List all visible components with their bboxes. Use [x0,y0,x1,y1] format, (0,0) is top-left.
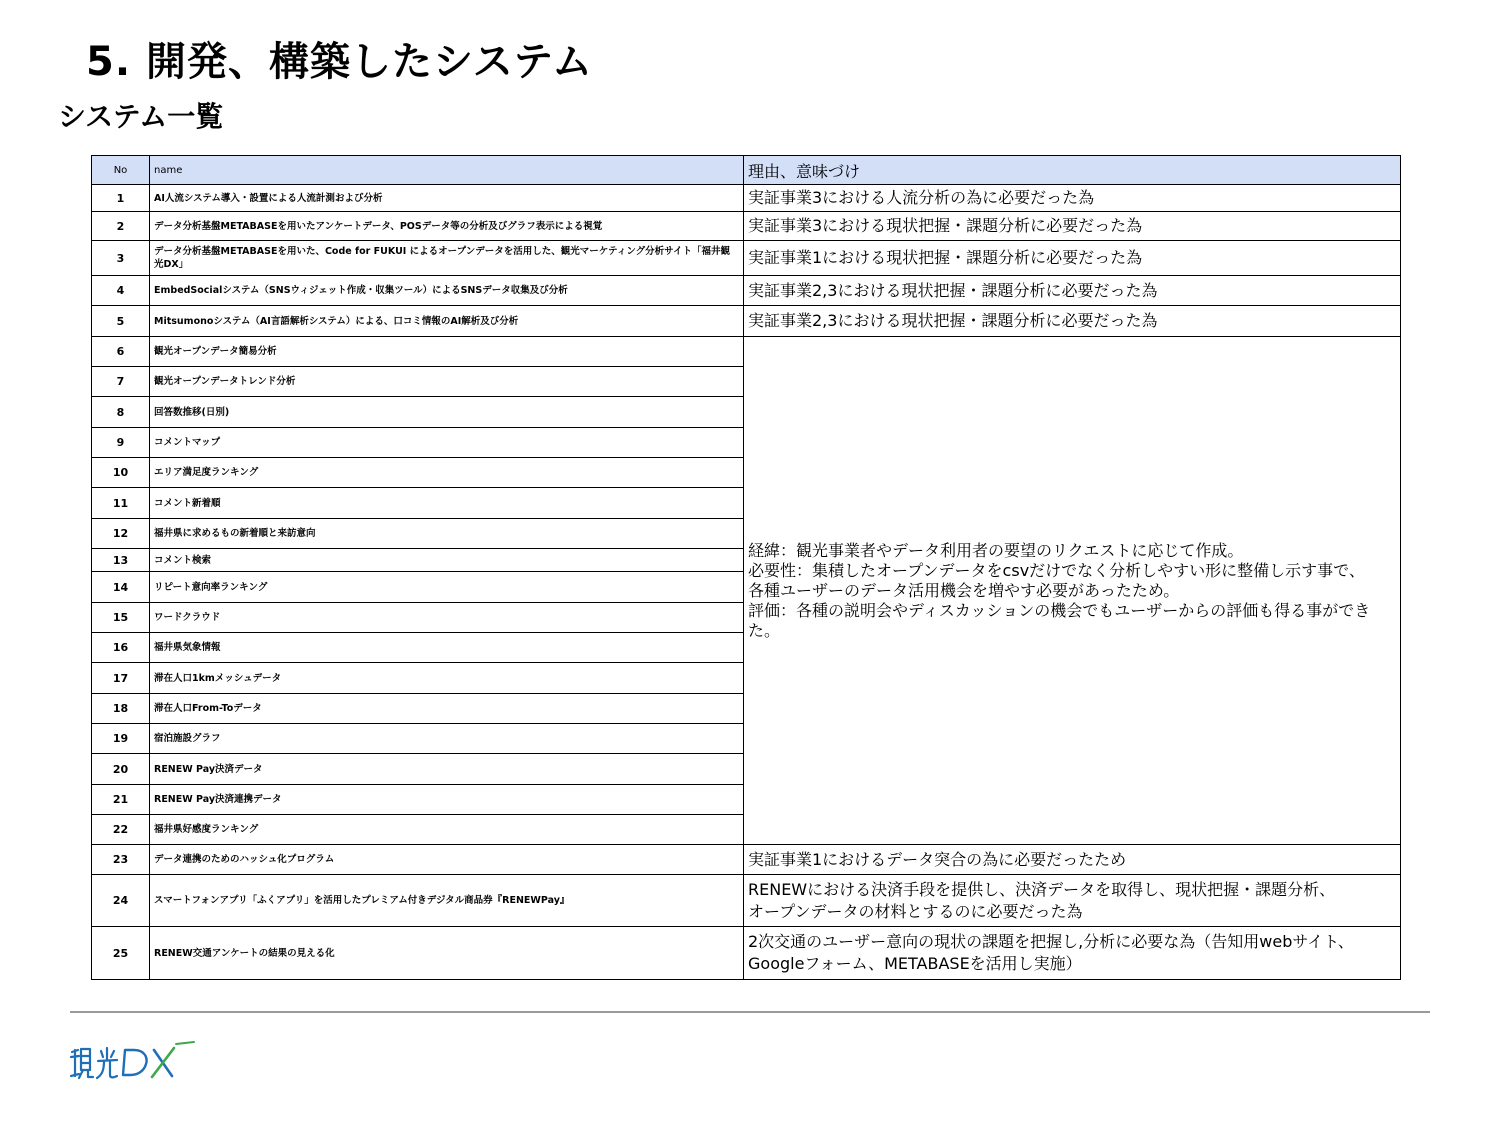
row-name: 福井県に求めるもの新着順と来訪意向 [150,519,744,549]
table-row [92,212,1401,241]
row-no: 1 [92,185,150,212]
row-no: 22 [92,815,150,845]
header-reason: 理由、意味づけ [744,156,1401,185]
row-no: 4 [92,276,150,306]
row-name: コメント検索 [150,549,744,572]
row-name: 福井県気象情報 [150,633,744,663]
row-name: ワードクラウド [150,603,744,633]
row-no: 16 [92,633,150,663]
row-name: AI人流システム導入・設置による人流計測および分析 [150,185,744,212]
row-no: 13 [92,549,150,572]
row-no: 18 [92,694,150,724]
row-reason-line: オープンデータの材料とするのに必要だった為 [748,901,1083,921]
row-name: エリア満足度ランキング [150,458,744,488]
table-row [92,241,1401,276]
row-reason: 実証事業1におけるデータ突合の為に必要だったため [744,845,1401,875]
row-name: データ連携のためのハッシュ化プログラム [150,845,744,875]
row-no: 9 [92,428,150,458]
table-row [92,845,1401,875]
merged-reason-line: 各種ユーザーのデータ活用機会を増やす必要があったため。 [748,580,1180,600]
row-reason: 実証事業2,3における現状把握・課題分析に必要だった為 [744,306,1401,337]
row-name: 滞在人口1kmメッシュデータ [150,663,744,694]
row-reason: 実証事業1における現状把握・課題分析に必要だった為 [744,241,1401,276]
row-no: 7 [92,367,150,397]
row-no: 6 [92,337,150,367]
row-no: 23 [92,845,150,875]
row-reason-line: RENEWにおける決済手段を提供し、決済データを取得し、現状把握・課題分析、 [748,879,1336,899]
row-name: EmbedSocialシステム（SNSウィジェット作成・収集ツール）によるSNSデータ収集及び分析 [150,276,744,306]
row-name: 観光オープンデータトレンド分析 [150,367,744,397]
row-reason [744,927,1401,980]
row-reason-line: 2次交通のユーザー意向の現状の課題を把握し,分析に必要な為（告知用webサイト、 [748,932,1354,951]
row-name: 宿泊施設グラフ [150,724,744,754]
merged-reason-line: 評価：各種の説明会やディスカッションの機会でもユーザーからの評価も得る事ができた。 [748,600,1371,640]
row-name: RENEW交通アンケートの結果の見える化 [150,927,744,980]
row-no: 12 [92,519,150,549]
row-no: 2 [92,212,150,241]
row-name: 福井県好感度ランキング [150,815,744,845]
merged-reason-cell [744,337,1401,845]
row-name: RENEW Pay決済データ [150,754,744,785]
row-reason: 実証事業3における現状把握・課題分析に必要だった為 [744,212,1401,241]
row-name: 回答数推移(日別) [150,397,744,428]
row-no: 25 [92,927,150,980]
page-title: 5. 開発、構築したシステム [86,39,593,85]
table-row [92,185,1401,212]
row-reason: 実証事業2,3における現状把握・課題分析に必要だった為 [744,276,1401,306]
row-name: Mitsumonoシステム（AI言語解析システム）による、口コミ情報のAI解析及び分析 [150,306,744,337]
row-name: リピート意向率ランキング [150,572,744,603]
row-no: 20 [92,754,150,785]
merged-reason-line: 経緯：観光事業者やデータ利用者の要望のリクエストに応じて作成。 [748,540,1244,560]
table-row [92,875,1401,927]
row-no: 5 [92,306,150,337]
table-row [92,306,1401,337]
table-row [92,276,1401,306]
footer-divider [70,1011,1430,1013]
merged-reason-line: 必要性：集積したオープンデータをcsvだけでなく分析しやすい形に整備し示す事で、 [748,560,1365,580]
row-name: 滞在人口From-Toデータ [150,694,744,724]
section-subtitle: システム一覧 [58,100,224,133]
header-no: No [92,156,150,185]
row-reason [744,875,1401,927]
row-no: 8 [92,397,150,428]
row-no: 19 [92,724,150,754]
row-name: RENEW Pay決済連携データ [150,785,744,815]
row-no: 11 [92,488,150,519]
kanko-dx-logo [68,1040,198,1084]
row-name: データ分析基盤METABASEを用いたアンケートデータ、POSデータ等の分析及びグラフ表示による視覚 [150,212,744,241]
row-name: コメントマップ [150,428,744,458]
row-reason-line: Googleフォーム、METABASEを活用し実施） [748,954,1082,973]
row-no: 21 [92,785,150,815]
header-name: name [150,156,744,185]
row-name: コメント新着順 [150,488,744,519]
row-name: スマートフォンアプリ「ふくアプリ」を活用したプレミアム付きデジタル商品券『RENEWPay』 [150,875,744,927]
row-name: 観光オープンデータ簡易分析 [150,337,744,367]
row-no: 14 [92,572,150,603]
table-header-row [92,156,1401,185]
table-row [92,337,1401,367]
row-no: 24 [92,875,150,927]
row-no: 10 [92,458,150,488]
row-no: 17 [92,663,150,694]
row-no: 15 [92,603,150,633]
row-no: 3 [92,241,150,276]
table-row [92,927,1401,980]
system-list-table [91,155,1401,980]
row-reason: 実証事業3における人流分析の為に必要だった為 [744,185,1401,212]
row-name: データ分析基盤METABASEを用いた、Code for FUKUI によるオープンデータを活用した、観光マーケティング分析サイト「福井観光DX」 [150,241,744,276]
